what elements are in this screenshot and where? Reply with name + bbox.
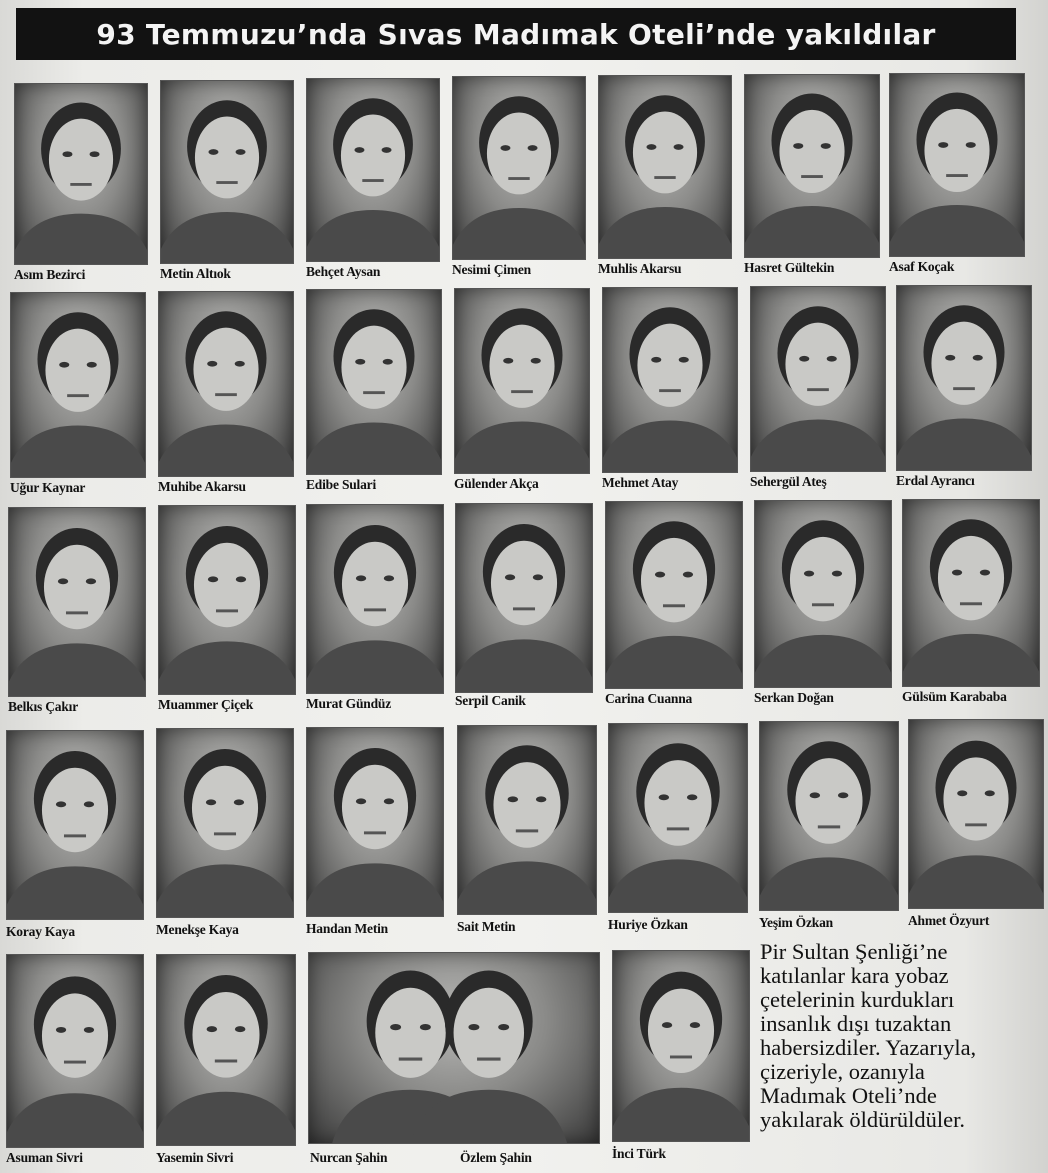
portrait-name: Edibe Sulari <box>306 477 376 492</box>
headline-banner <box>16 8 1016 60</box>
portrait-silhouette <box>159 292 293 476</box>
portrait-silhouette <box>157 729 293 917</box>
portrait-photo-group <box>308 952 600 1144</box>
portrait-name: Serkan Doğan <box>754 690 834 705</box>
portrait-name: Yeşim Özkan <box>759 915 833 930</box>
portrait-name: Menekşe Kaya <box>156 922 239 937</box>
portrait-silhouette <box>760 722 898 910</box>
portrait-name: Handan Metin <box>306 921 388 936</box>
portrait-name: Ahmet Özyurt <box>908 913 990 928</box>
portrait-name: Asuman Sivri <box>6 1150 83 1165</box>
portrait-photo <box>160 80 294 264</box>
portrait-photo <box>605 501 743 689</box>
portrait-photo <box>306 289 442 475</box>
portrait-silhouette <box>307 728 443 916</box>
portrait-name: İnci Türk <box>612 1146 666 1161</box>
portrait-silhouette <box>609 724 747 912</box>
portrait-name: Huriye Özkan <box>608 917 688 932</box>
portrait-silhouette <box>11 293 145 477</box>
portrait-silhouette <box>307 290 441 474</box>
portrait-photo <box>306 504 444 694</box>
portrait-photo <box>10 292 146 478</box>
portrait-silhouette <box>603 288 737 472</box>
portrait-silhouette <box>157 955 295 1145</box>
portrait-photo <box>612 950 750 1142</box>
portrait-name: Muammer Çiçek <box>158 697 253 712</box>
portrait-name: Uğur Kaynar <box>10 480 86 495</box>
portrait-silhouette <box>7 731 143 919</box>
portrait-name: Asaf Koçak <box>889 259 955 274</box>
portrait-photo <box>8 507 146 697</box>
portrait-name: Gülsüm Karababa <box>902 689 1007 704</box>
portrait-silhouette <box>456 504 592 692</box>
portrait-photo <box>6 730 144 920</box>
portrait-photo <box>759 721 899 911</box>
portrait-silhouette <box>755 501 891 687</box>
portrait-name: Yasemin Sivri <box>156 1150 234 1165</box>
caption-line: yakılarak öldürüldüler. <box>760 1107 965 1132</box>
portrait-photo <box>306 78 440 262</box>
portrait-silhouette <box>455 289 589 473</box>
portrait-photo <box>754 500 892 688</box>
portrait-photo <box>306 727 444 917</box>
portrait-name: Erdal Ayrancı <box>896 473 975 488</box>
portrait-photo <box>598 75 732 259</box>
portrait-name: Nesimi Çimen <box>452 262 531 277</box>
portrait-name: Özlem Şahin <box>460 1150 532 1165</box>
portrait-silhouette <box>613 951 749 1141</box>
portrait-name: Sehergül Ateş <box>750 474 827 489</box>
portrait-photo <box>908 719 1044 909</box>
portrait-photo <box>744 74 880 258</box>
portrait-silhouette <box>903 500 1039 686</box>
caption-line: çizeriyle, ozanıyla <box>760 1059 925 1084</box>
portrait-name: Hasret Gültekin <box>744 260 835 275</box>
portrait-silhouette <box>159 506 295 694</box>
caption-line: Pir Sultan Şenliği’ne <box>760 939 948 964</box>
caption-line: çetelerinin kurdukları <box>760 987 955 1012</box>
portrait-name: Carina Cuanna <box>605 691 693 706</box>
portrait-name: Metin Altıok <box>160 266 231 281</box>
portrait-silhouette <box>458 726 596 914</box>
portrait-name: Muhibe Akarsu <box>158 479 246 494</box>
portrait-name: Muhlis Akarsu <box>598 261 682 276</box>
portrait-name: Behçet Aysan <box>306 264 381 279</box>
portrait-photo <box>608 723 748 913</box>
caption-paragraph <box>760 940 1040 1132</box>
portrait-silhouette <box>897 286 1031 470</box>
portrait-silhouette <box>751 287 885 471</box>
portrait-name: Koray Kaya <box>6 924 75 939</box>
portrait-photo <box>6 954 144 1148</box>
portrait-silhouette <box>745 75 879 257</box>
caption-line: habersizdiler. Yazarıyla, <box>760 1035 977 1060</box>
portrait-name: Serpil Canik <box>455 693 526 708</box>
portrait-name: Gülender Akça <box>454 476 539 491</box>
portrait-photo <box>454 288 590 474</box>
headline-text: 93 Temmuzu’nda Sıvas Madımak Oteli’nde yakıldılar <box>96 17 936 51</box>
portrait-silhouette <box>307 505 443 693</box>
portrait-photo <box>156 728 294 918</box>
portrait-silhouette <box>599 76 731 258</box>
portrait-photo <box>14 83 148 265</box>
portrait-name: Murat Gündüz <box>306 696 391 711</box>
portrait-name: Belkıs Çakır <box>8 699 78 714</box>
portrait-silhouette <box>7 955 143 1147</box>
portrait-silhouette <box>309 953 599 1143</box>
portrait-photo <box>158 505 296 695</box>
portrait-silhouette <box>15 84 147 264</box>
portrait-silhouette <box>909 720 1043 908</box>
portrait-silhouette <box>453 77 585 259</box>
portrait-silhouette <box>161 81 293 263</box>
caption-line: insanlık dışı tuzaktan <box>760 1011 952 1036</box>
portrait-photo <box>902 499 1040 687</box>
portrait-photo <box>452 76 586 260</box>
portrait-photo <box>889 73 1025 257</box>
portrait-silhouette <box>307 79 439 261</box>
portrait-silhouette <box>9 508 145 696</box>
portrait-name: Mehmet Atay <box>602 475 679 490</box>
portrait-name: Asım Bezirci <box>14 267 86 282</box>
portrait-name: Sait Metin <box>457 919 516 934</box>
portrait-photo <box>457 725 597 915</box>
portrait-photo <box>602 287 738 473</box>
portrait-photo <box>455 503 593 693</box>
caption-line: katılanlar kara yobaz <box>760 963 949 988</box>
portrait-photo <box>156 954 296 1146</box>
portrait-photo <box>750 286 886 472</box>
portrait-silhouette <box>890 74 1024 256</box>
portrait-photo <box>158 291 294 477</box>
caption-line: Madımak Oteli’nde <box>760 1083 937 1108</box>
portrait-name: Nurcan Şahin <box>310 1150 388 1165</box>
portrait-silhouette <box>606 502 742 688</box>
portrait-photo <box>896 285 1032 471</box>
